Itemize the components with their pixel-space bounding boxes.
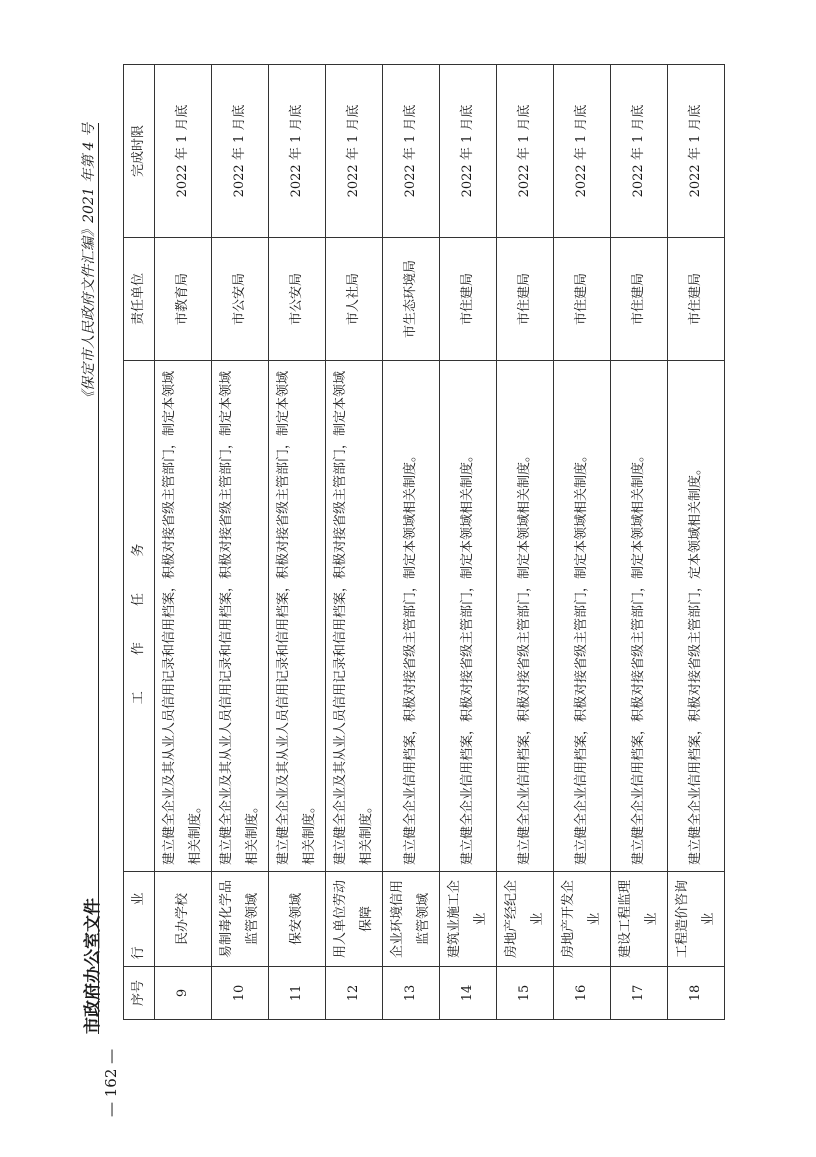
- row-deadline: 2022 年 1 月底: [554, 65, 611, 238]
- row-deadline: 2022 年 1 月底: [497, 65, 554, 238]
- row-unit: 市公安局: [269, 238, 326, 361]
- row-number: 15: [497, 967, 554, 1020]
- table-row: [497, 65, 554, 1020]
- row-number: 9: [155, 967, 212, 1020]
- row-deadline: 2022 年 1 月底: [383, 65, 440, 238]
- col-header-unit: 责任单位: [124, 238, 155, 361]
- row-industry: 用人单位劳动保障: [326, 872, 383, 967]
- row-unit: 市住建局: [440, 238, 497, 361]
- row-number: 16: [554, 967, 611, 1020]
- row-task: 建立健全企业及其从业人员信用记录和信用档案，积极对接省级主管部门，制定本领域相关制度。: [269, 361, 326, 872]
- row-deadline: 2022 年 1 月底: [212, 65, 269, 238]
- row-unit: 市公安局: [212, 238, 269, 361]
- row-deadline: 2022 年 1 月底: [326, 65, 383, 238]
- row-industry: 房地产开发企业: [554, 872, 611, 967]
- row-number: 11: [269, 967, 326, 1020]
- table-row: [326, 65, 383, 1020]
- row-unit: 市住建局: [554, 238, 611, 361]
- row-task: 建立健全企业信用档案，积极对接省级主管部门，制定本领域相关制度。: [554, 361, 611, 872]
- row-industry: 工程造价咨询业: [668, 872, 725, 967]
- row-task: 建立健全企业信用档案，积极对接省级主管部门，制定本领域相关制度。: [440, 361, 497, 872]
- col-header-deadline: 完成时限: [124, 65, 155, 238]
- row-industry: 企业环境信用监管领域: [383, 872, 440, 967]
- row-deadline: 2022 年 1 月底: [269, 65, 326, 238]
- row-task: 建立健全企业信用档案，积极对接省级主管部门，制定本领域相关制度。: [497, 361, 554, 872]
- col-header-industry: 行 业: [124, 872, 155, 967]
- row-industry: 建筑业施工企业: [440, 872, 497, 967]
- row-task: 建立健全企业信用档案，积极对接省级主管部门，制定本领域相关制度。: [383, 361, 440, 872]
- row-number: 14: [440, 967, 497, 1020]
- row-industry: 易制毒化学品监管领域: [212, 872, 269, 967]
- table-row: [611, 65, 668, 1020]
- row-number: 13: [383, 967, 440, 1020]
- col-header-number: 序号: [124, 967, 155, 1020]
- row-deadline: 2022 年 1 月底: [668, 65, 725, 238]
- row-task: 建立健全企业及其从业人员信用记录和信用档案，积极对接省级主管部门，制定本领域相关制度。: [155, 361, 212, 872]
- row-task: 建立健全企业信用档案，积极对接省级主管部门，制定本领域相关制度。: [611, 361, 668, 872]
- task-table: [123, 64, 725, 1020]
- row-deadline: 2022 年 1 月底: [611, 65, 668, 238]
- header-office-title: 市政府办公室文件: [83, 898, 103, 1034]
- row-task: 建立健全企业及其从业人员信用记录和信用档案，积极对接省级主管部门，制定本领域相关制度。: [326, 361, 383, 872]
- table-header-row: [124, 65, 155, 1020]
- row-task: 建立健全企业信用档案，积极对接省级主管部门，定本领域相关制度。: [668, 361, 725, 872]
- row-number: 17: [611, 967, 668, 1020]
- table-row: [440, 65, 497, 1020]
- row-unit: 市生态环境局: [383, 238, 440, 361]
- table-row: [554, 65, 611, 1020]
- row-unit: 市教育局: [155, 238, 212, 361]
- row-unit: 市人社局: [326, 238, 383, 361]
- table-row: [212, 65, 269, 1020]
- row-industry: 保安领域: [269, 872, 326, 967]
- table-row: [269, 65, 326, 1020]
- row-unit: 市住建局: [668, 238, 725, 361]
- col-header-task: 工 作 任 务: [124, 361, 155, 872]
- row-deadline: 2022 年 1 月底: [440, 65, 497, 238]
- header-compilation-title: 《保定市人民政府文件汇编》2021 年第 4 号: [81, 123, 97, 405]
- row-unit: 市住建局: [611, 238, 668, 361]
- page-number: — 162 —: [102, 1048, 120, 1117]
- header-rule: [98, 123, 99, 1034]
- row-unit: 市住建局: [497, 238, 554, 361]
- row-industry: 房地产经纪企业: [497, 872, 554, 967]
- row-industry: 民办学校: [155, 872, 212, 967]
- row-number: 18: [668, 967, 725, 1020]
- row-industry: 建设工程监理业: [611, 872, 668, 967]
- row-number: 10: [212, 967, 269, 1020]
- row-deadline: 2022 年 1 月底: [155, 65, 212, 238]
- table-row: [383, 65, 440, 1020]
- row-task: 建立健全企业及其从业人员信用记录和信用档案，积极对接省级主管部门，制定本领域相关制度。: [212, 361, 269, 872]
- table-row: [668, 65, 725, 1020]
- row-number: 12: [326, 967, 383, 1020]
- table-row: [155, 65, 212, 1020]
